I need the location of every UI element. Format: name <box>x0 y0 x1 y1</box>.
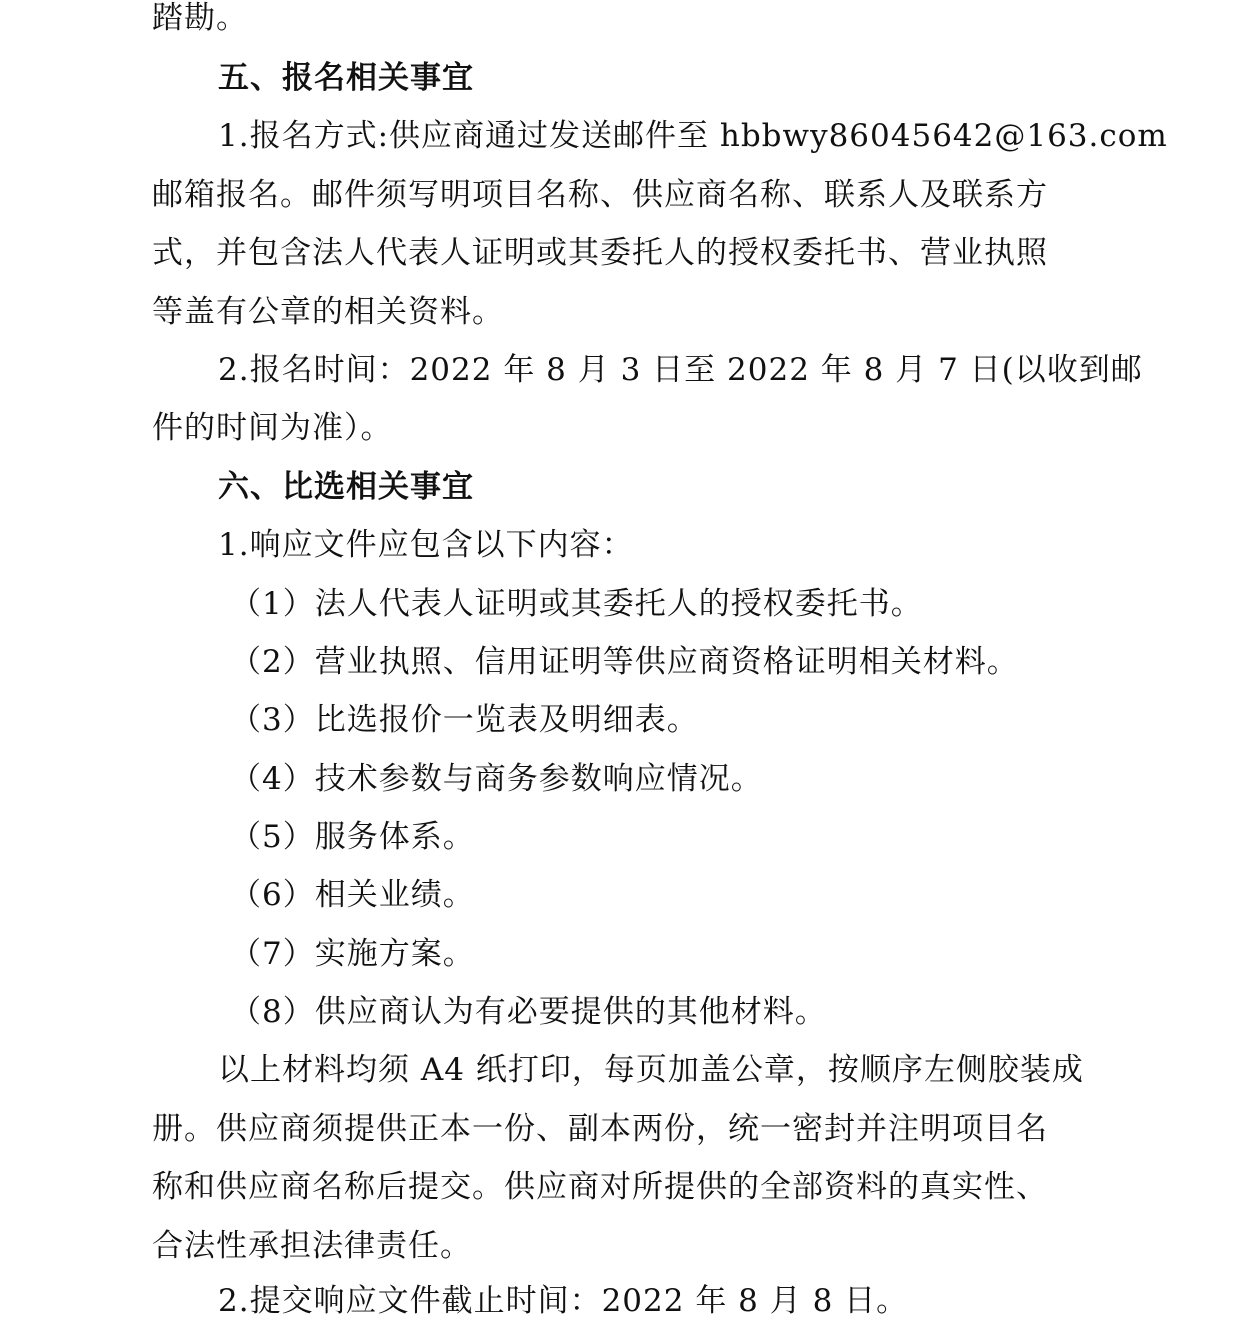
paragraph-line: 以上材料均须 A4 纸打印，每页加盖公章，按顺序左侧胶装成 <box>218 1052 1084 1088</box>
list-item: （8）供应商认为有必要提供的其他材料。 <box>230 994 827 1030</box>
paragraph-line: 件的时间为准）。 <box>152 410 393 446</box>
list-item: （4）技术参数与商务参数响应情况。 <box>230 761 763 797</box>
paragraph-line: 合法性承担法律责任。 <box>152 1228 472 1264</box>
list-item: （3）比选报价一览表及明细表。 <box>230 702 699 738</box>
paragraph-line: 称和供应商名称后提交。供应商对所提供的全部资料的真实性、 <box>152 1169 1048 1205</box>
paragraph-line: 等盖有公章的相关资料。 <box>152 294 504 330</box>
paragraph-line: 册。供应商须提供正本一份、副本两份，统一密封并注明项目名 <box>152 1111 1048 1147</box>
list-item: （2）营业执照、信用证明等供应商资格证明相关材料。 <box>230 644 1019 680</box>
paragraph-line: 1.响应文件应包含以下内容： <box>218 527 634 563</box>
section-6-heading: 六、比选相关事宜 <box>218 469 474 505</box>
list-item: （5）服务体系。 <box>230 819 475 855</box>
list-item: （1）法人代表人证明或其委托人的授权委托书。 <box>230 586 923 622</box>
list-item: （6）相关业绩。 <box>230 877 475 913</box>
section-5-heading: 五、报名相关事宜 <box>218 60 474 96</box>
continuation-text: 踏勘。 <box>152 0 248 36</box>
paragraph-line: 2.报名时间：2022 年 8 月 3 日至 2022 年 8 月 7 日(以收到邮 <box>218 352 1143 388</box>
list-item: （7）实施方案。 <box>230 936 475 972</box>
paragraph-line: 邮箱报名。邮件须写明项目名称、供应商名称、联系人及联系方 <box>152 177 1048 213</box>
paragraph-line: 1.报名方式:供应商通过发送邮件至 hbbwy86045642@163.com <box>218 118 1168 154</box>
deadline-line: 2.提交响应文件截止时间：2022 年 8 月 8 日。 <box>218 1283 909 1319</box>
paragraph-line: 式，并包含法人代表人证明或其委托人的授权委托书、营业执照 <box>152 235 1048 271</box>
